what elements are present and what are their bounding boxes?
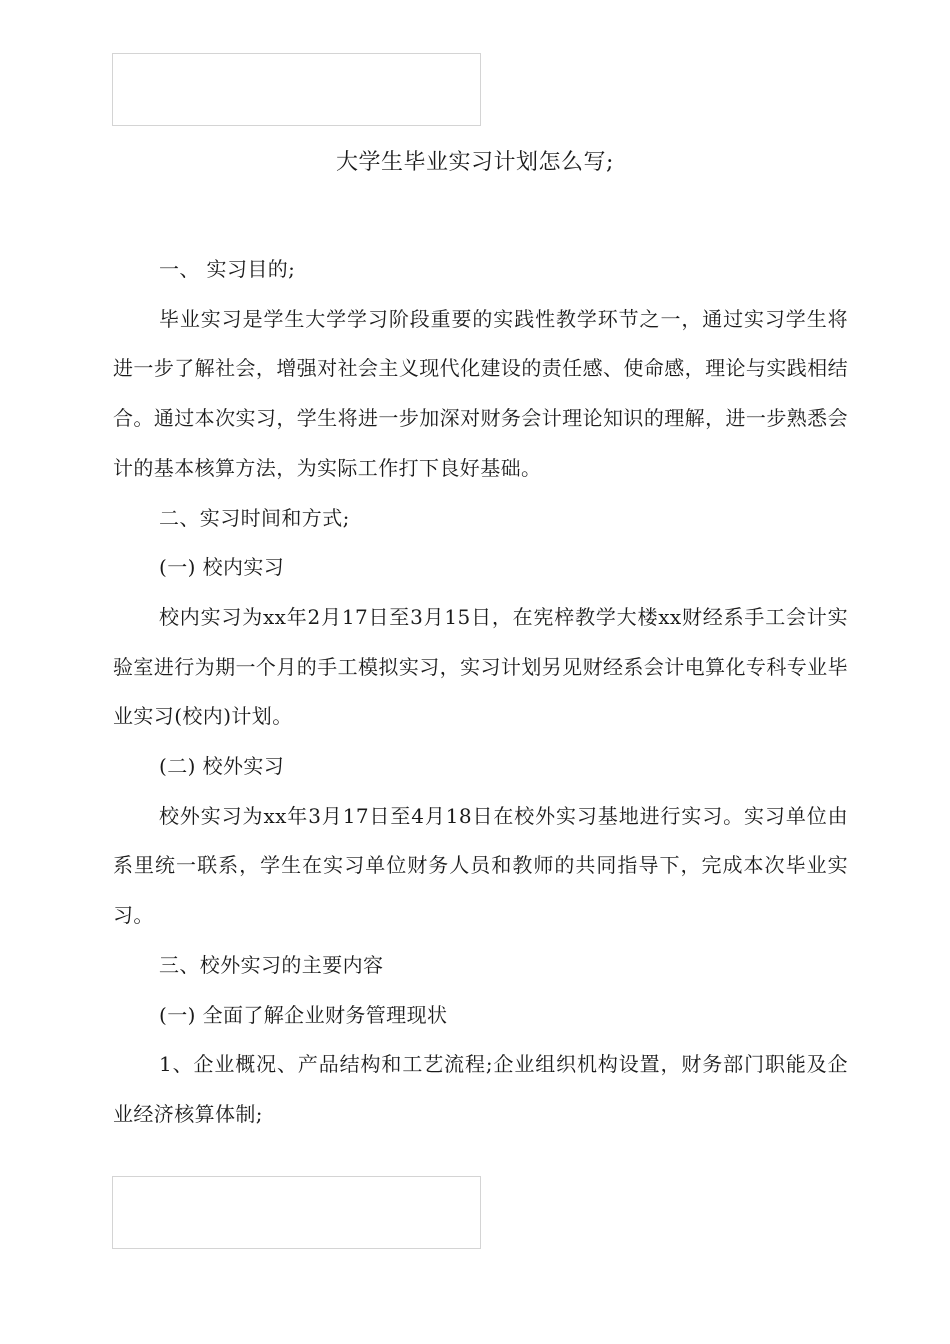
paragraph-off-campus: 校外实习为xx年3月17日至4月18日在校外实习基地进行实习。实习单位由系里统一联系，学生在实习单位财务人员和教师的共同指导下，完成本次毕业实习。 — [113, 803, 848, 928]
list-item-1: 1、企业概况、产品结构和工艺流程;企业组织机构设置，财务部门职能及企业经济核算体制; — [113, 1052, 848, 1126]
document-body — [113, 245, 848, 1140]
document-title: 大学生毕业实习计划怎么写; — [336, 150, 614, 175]
section-heading-main-content: 三、校外实习的主要内容 — [159, 952, 384, 977]
header-placeholder-box — [112, 53, 481, 126]
footer-placeholder-box — [112, 1176, 481, 1249]
subheading-off-campus: (二) 校外实习 — [159, 754, 285, 779]
paragraph-on-campus: 校内实习为xx年2月17日至3月15日，在宪梓教学大楼xx财经系手工会计实验室进行为期一个月的手工模拟实习，实习计划另见财经系会计电算化专科专业毕业实习(校内)计划。 — [113, 604, 848, 729]
section-heading-time-method: 二、实习时间和方式; — [159, 505, 350, 530]
subheading-financial-management: (一) 全面了解企业财务管理现状 — [159, 1002, 448, 1027]
subheading-on-campus: (一) 校内实习 — [159, 555, 285, 580]
section-heading-purpose: 一、 实习目的; — [159, 257, 296, 281]
paragraph-purpose: 毕业实习是学生大学学习阶段重要的实践性教学环节之一，通过实习学生将进一步了解社会，增强对社会主义现代化建设的责任感、使命感，理论与实践相结合。通过本次实习，学生将进一步加深对财务会计理论知识的理解，进一步熟悉会计的基本核算方法，为实际工作打下良好基础。 — [113, 306, 848, 480]
